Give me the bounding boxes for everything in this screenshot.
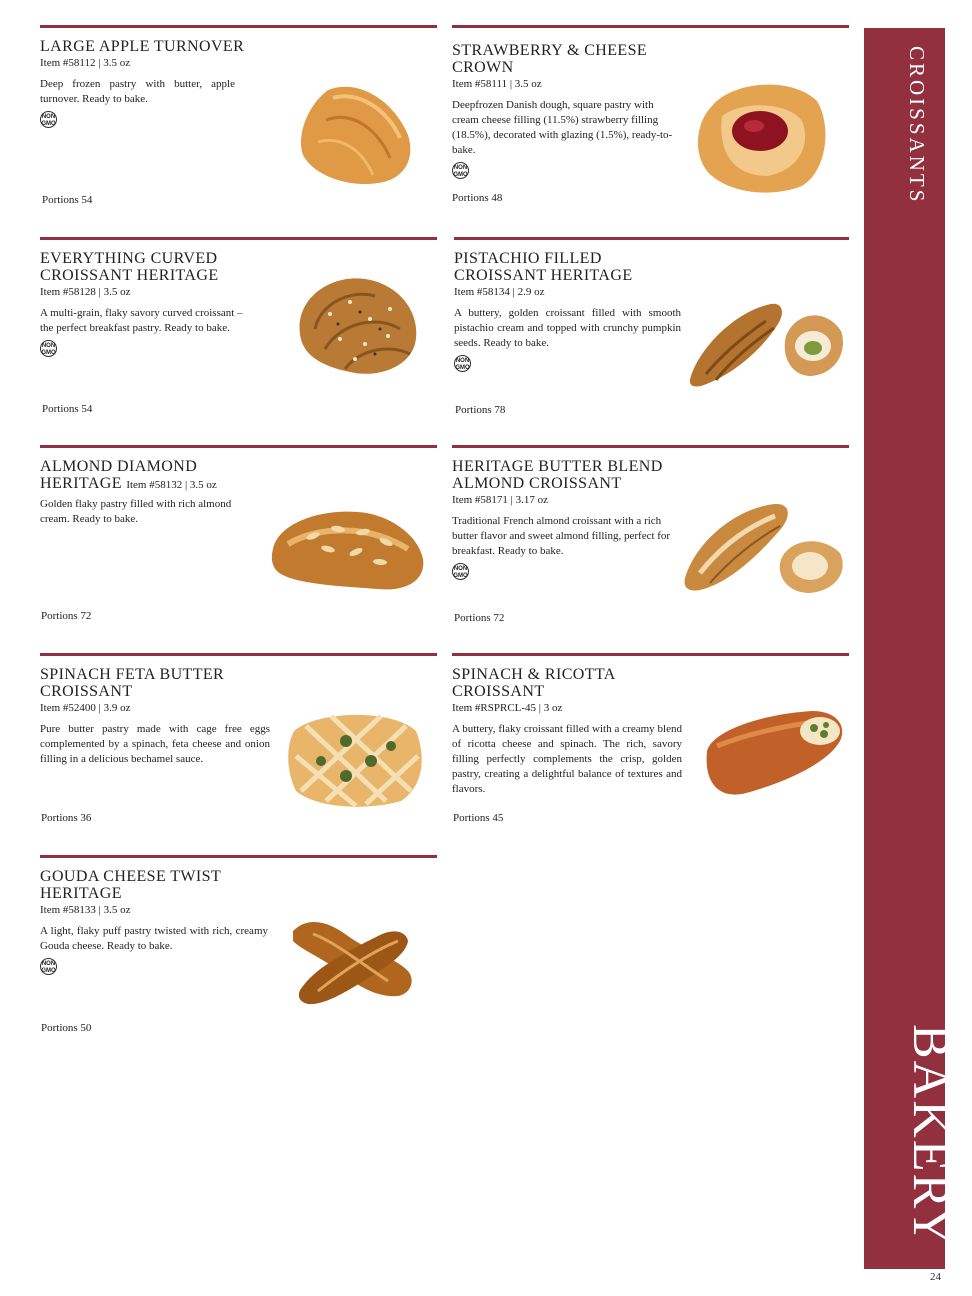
product-description: A buttery, golden croissant filled with smooth pistachio cream and topped with crunchy pumpkin seeds. Ready to bake.	[454, 307, 681, 349]
almond-croissant-image	[680, 498, 850, 603]
product-portions: Portions 50	[41, 1022, 92, 1034]
non-gmo-icon: NON GMO	[452, 563, 469, 580]
product-item-number: Item #58112 | 3.5 oz	[40, 57, 131, 69]
product-title: GOUDA CHEESE TWIST HERITAGE	[40, 868, 221, 902]
product-title: STRAWBERRY & CHEESE CROWN	[452, 42, 648, 76]
product-title: SPINACH FETA BUTTER CROISSANT	[40, 666, 225, 700]
product-portions: Portions 48	[452, 192, 503, 204]
product-item-number: Item #58171 | 3.17 oz	[452, 494, 548, 506]
page-number: 24	[930, 1271, 941, 1283]
product-description: A light, flaky puff pastry twisted with rich, creamy Gouda cheese. Ready to bake.	[40, 925, 268, 952]
spinach-ricotta-croissant-image	[702, 706, 847, 801]
everything-croissant-image	[290, 274, 425, 379]
product-card-pistachio-croissant	[454, 237, 849, 425]
category-sidebar	[864, 28, 959, 1269]
product-description: Deepfrozen Danish dough, square pastry with cream cheese filling (11.5%) strawberry filling (18.5%), decorated with glazing (1.5%), ready-to-bake.	[452, 99, 673, 156]
product-title: SPINACH & RICOTTA CROISSANT	[452, 666, 615, 700]
non-gmo-icon: NON GMO	[40, 958, 57, 975]
product-portions: Portions 36	[41, 812, 92, 824]
product-card-gouda-twist	[40, 855, 437, 1043]
section-label: CROISSANTS	[905, 46, 929, 205]
non-gmo-icon: NON GMO	[40, 111, 57, 128]
product-card-almond-diamond	[40, 445, 437, 633]
product-portions: Portions 72	[454, 612, 505, 624]
strawberry-crown-image	[692, 76, 832, 196]
product-title: HERITAGE BUTTER BLEND ALMOND CROISSANT	[452, 458, 663, 492]
product-description: Traditional French almond croissant with a rich butter flavor and sweet almond filling, perfect for breakfast. Ready to bake.	[452, 515, 671, 557]
category-label: BAKERY	[902, 1024, 959, 1247]
non-gmo-icon: NON GMO	[454, 355, 471, 372]
product-description: A multi-grain, flaky savory curved croissant – the perfect breakfast pastry. Ready to bake.	[40, 307, 243, 334]
product-item-number: Item #58132 | 3.5 oz	[126, 479, 217, 491]
product-item-number: Item #58134 | 2.9 oz	[454, 286, 545, 298]
apple-turnover-image	[298, 80, 418, 190]
pistachio-croissant-image	[686, 296, 851, 391]
product-description: A buttery, flaky croissant filled with a creamy blend of ricotta cheese and spinach. The rich, savory filling perfectly complements the crisp, golden pastry, creating a delightful balance of textures and flavors.	[452, 723, 682, 795]
product-portions: Portions 78	[455, 404, 506, 416]
product-portions: Portions 72	[41, 610, 92, 622]
product-item-number: Item #58133 | 3.5 oz	[40, 904, 131, 916]
non-gmo-icon: NON GMO	[40, 340, 57, 357]
product-card-apple-turnover	[40, 25, 437, 213]
product-item-number: Item #52400 | 3.9 oz	[40, 702, 131, 714]
product-portions: Portions 54	[42, 403, 93, 415]
product-description: Pure butter pastry made with cage free eggs complemented by a spinach, feta cheese and onion filling in a delicious bechamel sauce.	[40, 723, 270, 765]
product-title: ALMOND DIAMOND HERITAGE Item #58132 | 3.5 oz	[40, 458, 217, 492]
product-title: EVERYTHING CURVED CROISSANT HERITAGE	[40, 250, 219, 284]
product-item-number: Item #58128 | 3.5 oz	[40, 286, 131, 298]
product-card-spinach-feta	[40, 653, 437, 836]
product-card-butter-almond-croissant	[452, 445, 849, 633]
product-card-spinach-ricotta	[452, 653, 849, 836]
product-portions: Portions 45	[453, 812, 504, 824]
product-item-number: Item #58111 | 3.5 oz	[452, 78, 542, 90]
non-gmo-icon: NON GMO	[452, 162, 469, 179]
product-title: LARGE APPLE TURNOVER	[40, 38, 245, 55]
product-description: Deep frozen pastry with butter, apple turnover. Ready to bake.	[40, 78, 235, 105]
gouda-twist-image	[288, 916, 416, 1011]
spinach-feta-croissant-image	[286, 706, 426, 811]
product-description: Golden flaky pastry filled with rich almond cream. Ready to bake.	[40, 498, 232, 525]
almond-diamond-image	[268, 504, 428, 594]
product-title: PISTACHIO FILLED CROISSANT HERITAGE	[454, 250, 633, 284]
product-portions: Portions 54	[42, 194, 93, 206]
product-card-everything-croissant	[40, 237, 437, 425]
product-item-number: Item #RSPRCL-45 | 3 oz	[452, 702, 563, 714]
product-card-strawberry-crown	[452, 25, 849, 213]
